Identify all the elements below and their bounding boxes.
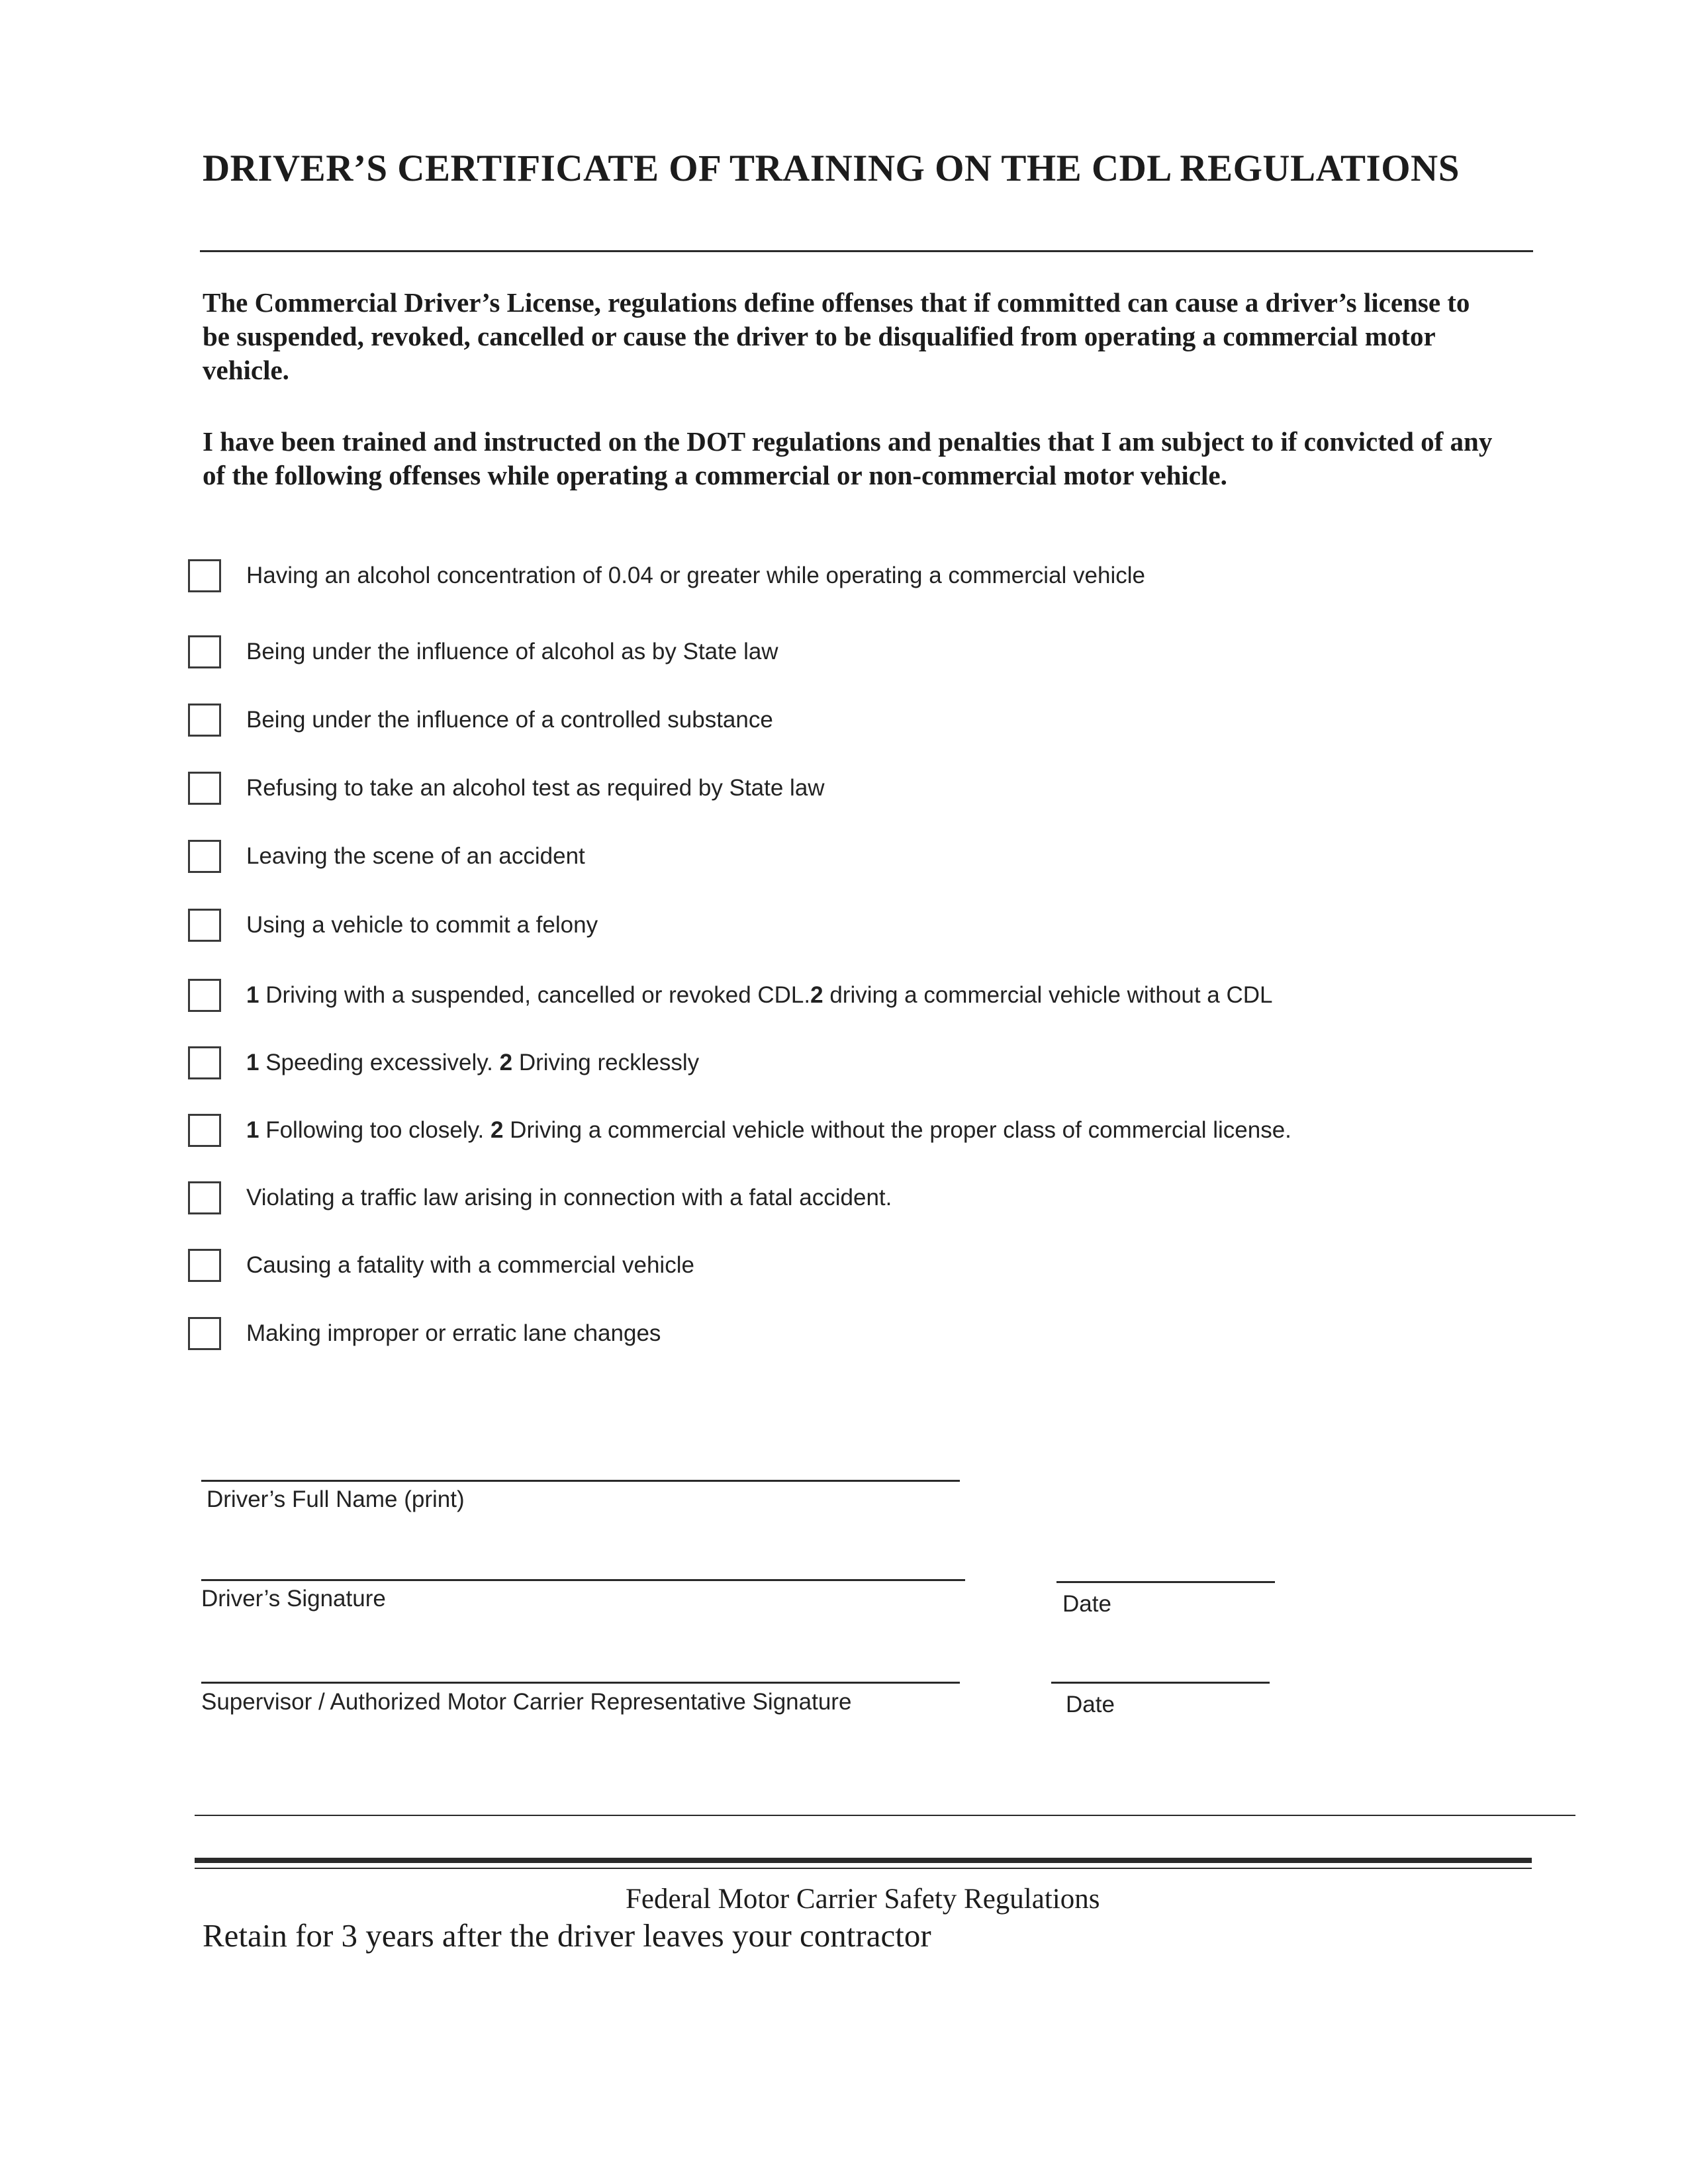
intro-paragraph-2: I have been trained and instructed on the DOT regulations and penalties that I am subject to if convicted of any of the following offenses while operating a commercial or non-commercial motor vehicle. (203, 426, 1493, 490)
offense-number-1: 1 (246, 982, 259, 1008)
offense-item-suspended-cdl (188, 977, 1272, 1014)
supervisor-signature-label: Supervisor / Authorized Motor Carrier Representative Signature (201, 1689, 852, 1715)
offense-number-1: 1 (246, 1117, 259, 1143)
driver-date-label: Date (1062, 1591, 1111, 1617)
offense-checkbox[interactable] (188, 635, 221, 668)
offense-label (246, 1050, 699, 1076)
offense-checkbox[interactable] (188, 840, 221, 873)
offense-number-1: 1 (246, 1050, 259, 1075)
footer-divider-thin (195, 1815, 1575, 1816)
supervisor-date-label: Date (1066, 1692, 1115, 1717)
offense-checkbox[interactable] (188, 772, 221, 805)
offense-label: Causing a fatality with a commercial vehicle (246, 1252, 694, 1278)
offense-part-1: Following too closely. (259, 1117, 491, 1143)
offense-part-2: Driving a commercial vehicle without the proper class of commercial license. (503, 1117, 1291, 1143)
offense-part-2: Driving recklessly (512, 1050, 700, 1075)
offense-checkbox[interactable] (188, 909, 221, 942)
footer-divider-thin-lower (195, 1868, 1532, 1869)
offense-label: Leaving the scene of an accident (246, 843, 585, 869)
footer-retention-note: Retain for 3 years after the driver leaves your contractor (203, 1917, 931, 1954)
offense-checkbox[interactable] (188, 1181, 221, 1214)
offense-label: Violating a traffic law arising in connection with a fatal accident. (246, 1185, 892, 1210)
offense-label (246, 1117, 1291, 1144)
title-divider (200, 250, 1533, 252)
offense-part-1: Driving with a suspended, cancelled or revoked CDL. (259, 982, 811, 1008)
offense-item-causing-fatality (188, 1247, 694, 1284)
offense-item-following-closely (188, 1112, 1291, 1149)
offense-checkbox[interactable] (188, 979, 221, 1012)
offense-number-2: 2 (499, 1050, 513, 1075)
offense-label (246, 982, 1272, 1009)
driver-name-field[interactable] (201, 1480, 960, 1482)
offense-label: Using a vehicle to commit a felony (246, 912, 598, 938)
footer-regulation: Federal Motor Carrier Safety Regulations (626, 1884, 1100, 1915)
document-title: DRIVER’S CERTIFICATE OF TRAINING ON THE CDL REGULATIONS (203, 148, 1460, 189)
offense-part-1: Speeding excessively. (259, 1050, 500, 1075)
offense-checkbox[interactable] (188, 1114, 221, 1147)
offense-checkbox[interactable] (188, 559, 221, 592)
supervisor-date-field[interactable] (1051, 1682, 1270, 1684)
footer-divider-thick (195, 1858, 1532, 1863)
offense-item-refusing-test (188, 770, 825, 807)
offense-label: Being under the influence of a controlled substance (246, 707, 773, 733)
offense-part-2: driving a commercial vehicle without a CDL (823, 982, 1273, 1008)
offense-checkbox[interactable] (188, 1317, 221, 1350)
offense-item-leaving-scene (188, 838, 585, 875)
driver-date-field[interactable] (1056, 1581, 1275, 1583)
offense-item-speeding (188, 1044, 699, 1081)
driver-signature-label: Driver’s Signature (201, 1586, 386, 1612)
offense-checkbox[interactable] (188, 1249, 221, 1282)
offense-number-2: 2 (490, 1117, 504, 1143)
offense-item-controlled-substance (188, 702, 773, 739)
offense-item-fatal-accident-violation (188, 1179, 892, 1216)
offense-item-alcohol-influence (188, 633, 778, 670)
intro-paragraph-1: The Commercial Driver’s License, regulations define offenses that if committed can cause a driver’s license to be suspended, revoked, cancelled or cause the driver to be disqualified from operating a commercial motor vehicle. (203, 287, 1470, 385)
offense-item-felony (188, 907, 598, 944)
supervisor-signature-field[interactable] (201, 1682, 960, 1684)
offense-number-2: 2 (810, 982, 823, 1008)
driver-name-label: Driver’s Full Name (print) (207, 1486, 465, 1512)
offense-item-alcohol-concentration (188, 557, 1145, 594)
offense-label: Being under the influence of alcohol as by State law (246, 639, 778, 664)
offense-checkbox[interactable] (188, 704, 221, 737)
offense-checkbox[interactable] (188, 1046, 221, 1079)
offense-label: Making improper or erratic lane changes (246, 1320, 661, 1346)
offense-label: Refusing to take an alcohol test as required by State law (246, 775, 825, 801)
offense-label: Having an alcohol concentration of 0.04 or greater while operating a commercial vehicle (246, 563, 1145, 588)
driver-signature-field[interactable] (201, 1579, 965, 1581)
offense-item-lane-changes (188, 1315, 661, 1352)
